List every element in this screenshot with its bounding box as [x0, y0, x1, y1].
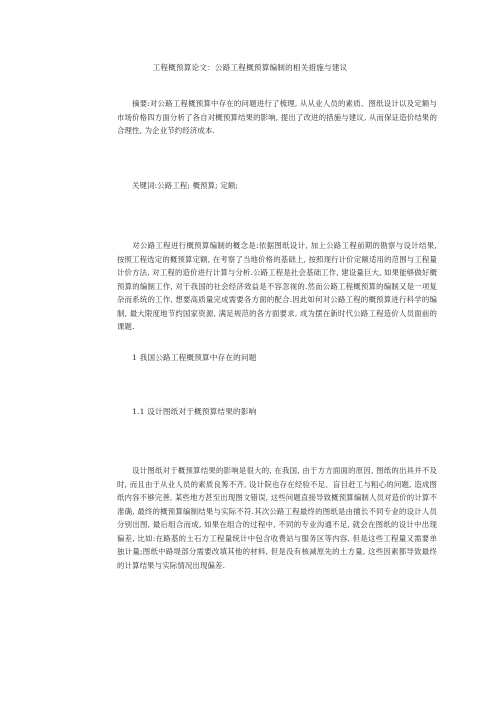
abstract-text: 摘要:对公路工程概预算中存在的问题进行了梳理, 从从业人员的素质、图纸设计以及定额与市场价格四方面分析了各自对概预算结果的影响, 提出了改进的措施与建议, 从而保证造价结果的合理性, 为企业节约经济成本.: [117, 99, 437, 135]
keywords-paragraph: [117, 179, 437, 193]
intro-paragraph: [117, 239, 437, 334]
abstract-paragraph: [117, 97, 437, 138]
section-heading-1-1: 1.1 设计图纸对于概预算结果的影响: [132, 407, 257, 416]
document-title: 工程概预算论文：公路工程概预算编制的相关措施与建议: [152, 63, 348, 72]
body-text-1: 设计图纸对于概预算结果的影响是很大的, 在我国, 由于方方面面的原因, 图纸的出具并不及时, 而且由于从业人员的素质良莠不齐, 设计院也存在经验不足、盲目赶工与粗心的问题, 造成图纸内容不够完善, 某些地方甚至出现图文错误, 这些问题直接导致概预算编制人员对造价的计算不准确, 最终的概预算编制结果与实际不符.其次公路工程最终的图纸是由擅长不同专业的设计人员分别出图, 最后组合而成, 如果在组合的过程中, 不同的专业沟通不足, 就会在图纸的设计中出现偏差, 比如:在路基的土石方工程量统计中包含收费站与服务区等内容, 但是这些工程量又需要单独计量;图纸中路堤部分需要改填其他的材料, 但是没有核减原先的土方量, 这些因素都导致最终的计算结果与实际情况出现偏差.: [117, 466, 437, 570]
keywords-text: 关键词:公路工程; 概预算; 定额;: [132, 181, 239, 190]
section-heading-1: 1 我国公路工程概预算中存在的问题: [132, 353, 257, 362]
intro-text: 对公路工程进行概预算编制的概念是:依据图纸设计, 加上公路工程前期的勘察与设计结果, 按照工程选定的概预算定额, 在考察了当地价格的基础上, 按照现行计价定额适用的范围与工程量计价方法, 对工程的造价进行计算与分析.公路工程是社会基础工作, 建设量巨大, 如果能够做好概预算的编制工作, 对于我国的社会经济效益是不容忽视的.然而公路工程概预算的编制又是一项复杂而系统的工作, 想要高质量完成需要各方面的配合.因此如何对公路工程的概预算进行科学的编制, 最大限度地节约国家资源, 满足规范的各方面要求, 成为摆在新时代公路工程造价人员面前的课题.: [117, 241, 437, 331]
body-paragraph-1: [117, 464, 437, 572]
